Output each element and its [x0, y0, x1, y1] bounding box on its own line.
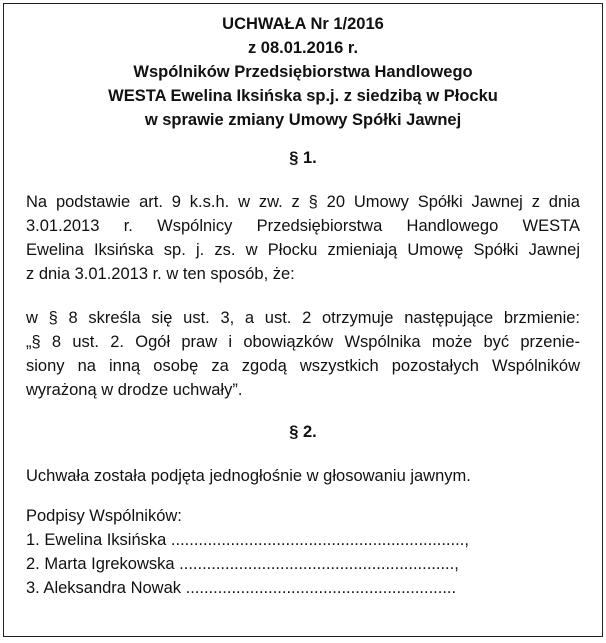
signatures-block — [4, 504, 602, 600]
text-line: w § 8 skreśla się ust. 3, a ust. 2 otrzymuje następujące brzmienie: — [26, 309, 580, 327]
company-line-2: WESTA Ewelina Iksińska sp.j. z siedzibą w Płocku — [108, 87, 498, 105]
text-line: „§ 8 ust. 2. Ogół praw i obowiązków Wspólnika może być przenie- — [26, 333, 580, 351]
text-line: Uchwała została podjęta jednogłośnie w głosowaniu jawnym. — [26, 467, 471, 485]
signatory-name: 2. Marta Igrekowska — [26, 555, 175, 573]
section-2-title: § 2. — [289, 423, 317, 441]
resolution-subject: w sprawie zmiany Umowy Spółki Jawnej — [144, 111, 462, 129]
signature-line — [26, 552, 580, 576]
resolution-number: UCHWAŁA Nr 1/2016 — [222, 15, 384, 33]
section-2-paragraph — [4, 464, 602, 488]
signatory-name: 1. Ewelina Iksińska — [26, 531, 167, 549]
signatory-name: 3. Aleksandra Nowak — [26, 579, 182, 597]
signature-line — [26, 528, 580, 552]
text-line: Na podstawie art. 9 k.s.h. w zw. z § 20 Umowy Spółki Jawnej z dnia — [26, 193, 580, 211]
signature-line — [26, 576, 580, 600]
text-line: Ewelina Iksińska sp. j. zs. w Płocku zmieniają Umowę Spółki Jawnej — [26, 241, 580, 259]
signatures-label: Podpisy Wspólników: — [26, 507, 182, 525]
company-line-1: Wspólników Przedsiębiorstwa Handlowego — [133, 63, 473, 81]
resolution-date: z 08.01.2016 r. — [247, 39, 359, 57]
signature-dots: ........................................................... — [185, 579, 457, 597]
section-1-paragraph-2 — [4, 306, 602, 402]
signature-dots: ................................................................, — [170, 531, 469, 549]
section-1-title: § 1. — [289, 149, 317, 167]
document-header — [4, 4, 602, 132]
signature-dots: ............................................................, — [179, 555, 459, 573]
section-1-paragraph-1 — [4, 190, 602, 286]
resolution-document — [3, 3, 603, 637]
text-line: z dnia 3.01.2013 r. w ten sposób, że: — [26, 265, 295, 283]
text-line: siony na inną osobę za zgodą wszystkich pozostałych Wspólników — [26, 357, 580, 375]
text-line: wyrażoną w drodze uchwały”. — [26, 381, 243, 399]
text-line: 3.01.2013 r. Wspólnicy Przedsiębiorstwa Handlowego WESTA — [26, 217, 580, 235]
